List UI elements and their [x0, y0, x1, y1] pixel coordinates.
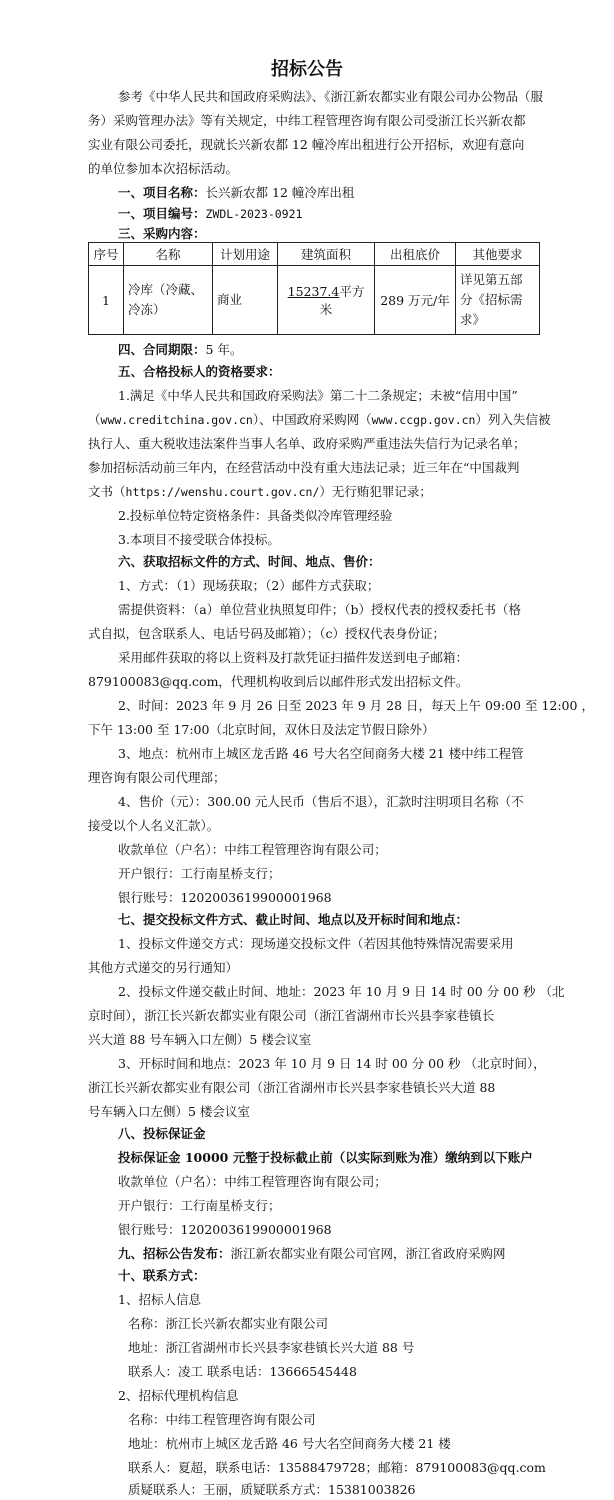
intro-line: 参考《中华人民共和国政府采购法》、《浙江新农都实业有限公司办公物品（服 [118, 89, 544, 104]
project-number-value: ZWDL-2023-0921 [205, 207, 303, 221]
deposit-line: 银行账号：1202003619900001968 [118, 1222, 332, 1237]
obtain-docs-line: 式自拟，包含联系人、电话号码及邮箱）；（c）授权代表身份证； [88, 626, 446, 641]
publish-label: 九、招标公告发布： [118, 1246, 231, 1261]
link-creditchina[interactable]: www.creditchina.gov.cn [100, 413, 253, 427]
obtain-docs-line: 银行账号：1202003619900001968 [118, 890, 332, 905]
obtain-docs-line: 1、方式：（1）现场获取；（2）邮件方式获取； [118, 578, 380, 593]
obtain-docs-line: 收款单位（户名）：中纬工程管理咨询有限公司； [118, 842, 387, 857]
obtain-docs-line: 下午 13:00 至 17:00（北京时间，双休日及法定节假日除外） [88, 722, 435, 737]
procurement-heading: 三、采购内容： [118, 226, 206, 241]
qualification-line: 3.本项目不接受联合体投标。 [118, 532, 280, 547]
table-row [89, 266, 540, 335]
header-cell: 其他要求 [456, 243, 540, 266]
cell-name [124, 266, 213, 335]
obtain-docs-heading: 六、获取招标文件的方式、时间、地点、售价： [118, 554, 381, 569]
publish-line [118, 1246, 506, 1262]
submission-heading: 七、提交投标文件方式、截止时间、地点以及开标时间和地点： [118, 912, 469, 927]
deposit-line: 收款单位（户名）：中纬工程管理咨询有限公司； [118, 1174, 387, 1189]
header-cell: 名称 [124, 243, 213, 266]
contact-heading: 十、联系方式： [118, 1268, 206, 1283]
page-title: 招标公告 [271, 59, 343, 80]
procurement-table [88, 242, 540, 335]
obtain-docs-line: 2、时间：2023 年 9 月 26 日至 2023 年 9 月 28 日，每天上午 09:00 至 12:00 ， [118, 698, 594, 713]
table-header-row [89, 243, 540, 266]
cell-use: 商业 [213, 266, 278, 335]
contact-subheading: 1、招标人信息 [118, 1292, 201, 1307]
project-name [118, 185, 354, 201]
cell-requirements [456, 266, 540, 335]
contract-term [118, 342, 242, 358]
contact-subheading: 2、招标代理机构信息 [118, 1388, 239, 1403]
link-ccgp[interactable]: www.ccgp.gov.cn [371, 413, 476, 427]
submission-line: 京时间），浙江长兴新农都实业有限公司（浙江省湖州市长兴县李家巷镇长 [88, 1008, 495, 1023]
obtain-docs-line: 开户银行：工行南星桥支行； [118, 866, 281, 881]
text-span: （ [88, 412, 101, 427]
contact-line: 质疑联系人：王丽，质疑联系方式：15381003826 [128, 1482, 416, 1497]
deposit-heading: 八、投标保证金 [118, 1126, 206, 1141]
obtain-docs-line: 879100083@qq.com，代理机构收到后以邮件形式发出招标文件。 [88, 674, 469, 689]
intro-line: 务）采购管理办法》等有关规定，中纬工程管理咨询有限公司受浙江长兴新农都 [88, 113, 526, 128]
text-span: ）无行贿犯罪记录； [319, 484, 432, 499]
submission-line: 其他方式递交的另行通知） [88, 960, 239, 975]
deposit-line: 投标保证金 10000 元整于投标截止前（以实际到账为准）缴纳到以下账户 [118, 1150, 533, 1165]
project-name-value: 长兴新农都 12 幢冷库出租 [205, 185, 355, 200]
obtain-docs-line: 4、售价（元）：300.00 元人民币（售后不退），汇款时注明项目名称（不 [118, 794, 524, 809]
text-span: 文书（ [88, 484, 126, 499]
obtain-docs-line: 接受以个人名义汇款）。 [88, 818, 220, 833]
contact-line: 联系人：夏超，联系电话：13588479728；邮箱：879100083@qq.com [128, 1460, 546, 1475]
cell-number: 1 [89, 266, 124, 335]
contact-line: 名称：浙江长兴新农都实业有限公司 [128, 1316, 329, 1331]
cell-name-line: 冷库（冷藏、 [128, 282, 204, 297]
obtain-docs-line: 理咨询有限公司代理部； [88, 770, 226, 785]
cell-name-line: 冷冻） [128, 302, 166, 317]
contact-line: 地址：浙江省湖州市长兴县李家巷镇长兴大道 88 号 [128, 1340, 415, 1355]
header-cell: 出租底价 [375, 243, 456, 266]
publish-value: 浙江新农都实业有限公司官网，浙江省政府采购网 [230, 1246, 506, 1261]
submission-line: 2、投标文件递交截止时间、地址：2023 年 10 月 9 日 14 时 00 分 00 秒 （北 [118, 984, 565, 999]
qualification-line: 执行人、重大税收违法案件当事人名单、政府采购严重违法失信行为记录名单； [88, 436, 526, 451]
submission-line: 兴大道 88 号车辆入口左侧）5 楼会议室 [88, 1032, 312, 1047]
contact-line: 名称：中纬工程管理咨询有限公司 [128, 1412, 316, 1427]
deposit-line: 开户银行：工行南星桥支行； [118, 1198, 281, 1213]
contact-line: 地址：杭州市上城区龙舌路 46 号大名空间商务大楼 21 楼 [128, 1436, 451, 1451]
header-cell: 计划用途 [213, 243, 278, 266]
cell-req-line: 分《招标需 [460, 292, 523, 307]
cell-area [278, 266, 375, 335]
intro-line: 实业有限公司委托，现就长兴新农都 12 幢冷库出租进行公开招标，欢迎有意向 [88, 137, 525, 152]
cell-area-unit: 平方米 [319, 284, 365, 317]
qualification-line: 2.投标单位特定资格条件：具备类似冷库管理经验 [118, 508, 393, 523]
obtain-docs-line: 需提供资料：（a）单位营业执照复印件；（b）授权代表的授权委托书（格 [118, 602, 521, 617]
contract-term-value: 5 年。 [205, 342, 243, 357]
submission-line: 3、开标时间和地点：2023 年 10 月 9 日 14 时 00 分 00 秒 （北京时间）， [118, 1056, 546, 1071]
header-cell: 序号 [89, 243, 124, 266]
cell-price: 289 万元/年 [375, 266, 456, 335]
cell-req-line: 求》 [460, 312, 486, 327]
qualification-line [88, 484, 432, 500]
contract-term-label: 四、合同期限： [118, 342, 206, 357]
submission-line: 浙江长兴新农都实业有限公司（浙江省湖州市长兴县李家巷镇长兴大道 88 [88, 1080, 496, 1095]
qualification-line [88, 412, 550, 428]
contact-line: 联系人：凌工 联系电话：13666545448 [128, 1364, 357, 1379]
text-span: ）列入失信被 [475, 412, 551, 427]
header-cell: 建筑面积 [278, 243, 375, 266]
qualification-line: 参加招标活动前三年内，在经营活动中没有重大违法记录；近三年在“中国裁判 [88, 460, 520, 475]
intro-line: 的单位参加本次招标活动。 [88, 161, 239, 176]
submission-line: 号车辆入口左侧）5 楼会议室 [88, 1104, 250, 1119]
obtain-docs-line: 采用邮件获取的将以上资料及打款凭证扫描件发送到电子邮箱： [118, 650, 469, 665]
submission-line: 1、投标文件递交方式：现场递交投标文件（若因其他特殊情况需要采用 [118, 936, 514, 951]
project-number [118, 206, 302, 222]
qualification-heading: 五、合格投标人的资格要求： [118, 364, 281, 379]
cell-req-line: 详见第五部 [460, 272, 523, 287]
project-number-label: 一、项目编号： [118, 206, 206, 221]
obtain-docs-line: 3、地点：杭州市上城区龙舌路 46 号大名空间商务大楼 21 楼中纬工程管 [118, 746, 524, 761]
project-name-label: 一、项目名称： [118, 185, 206, 200]
link-wenshu[interactable]: https://wenshu.court.gov.cn/ [125, 485, 320, 499]
text-span: ）、中国政府采购网（ [252, 412, 372, 427]
cell-area-number: 15237.4 [287, 284, 340, 299]
qualification-line: 1.满足《中华人民共和国政府采购法》第二十二条规定；未被“信用中国” [118, 388, 518, 403]
